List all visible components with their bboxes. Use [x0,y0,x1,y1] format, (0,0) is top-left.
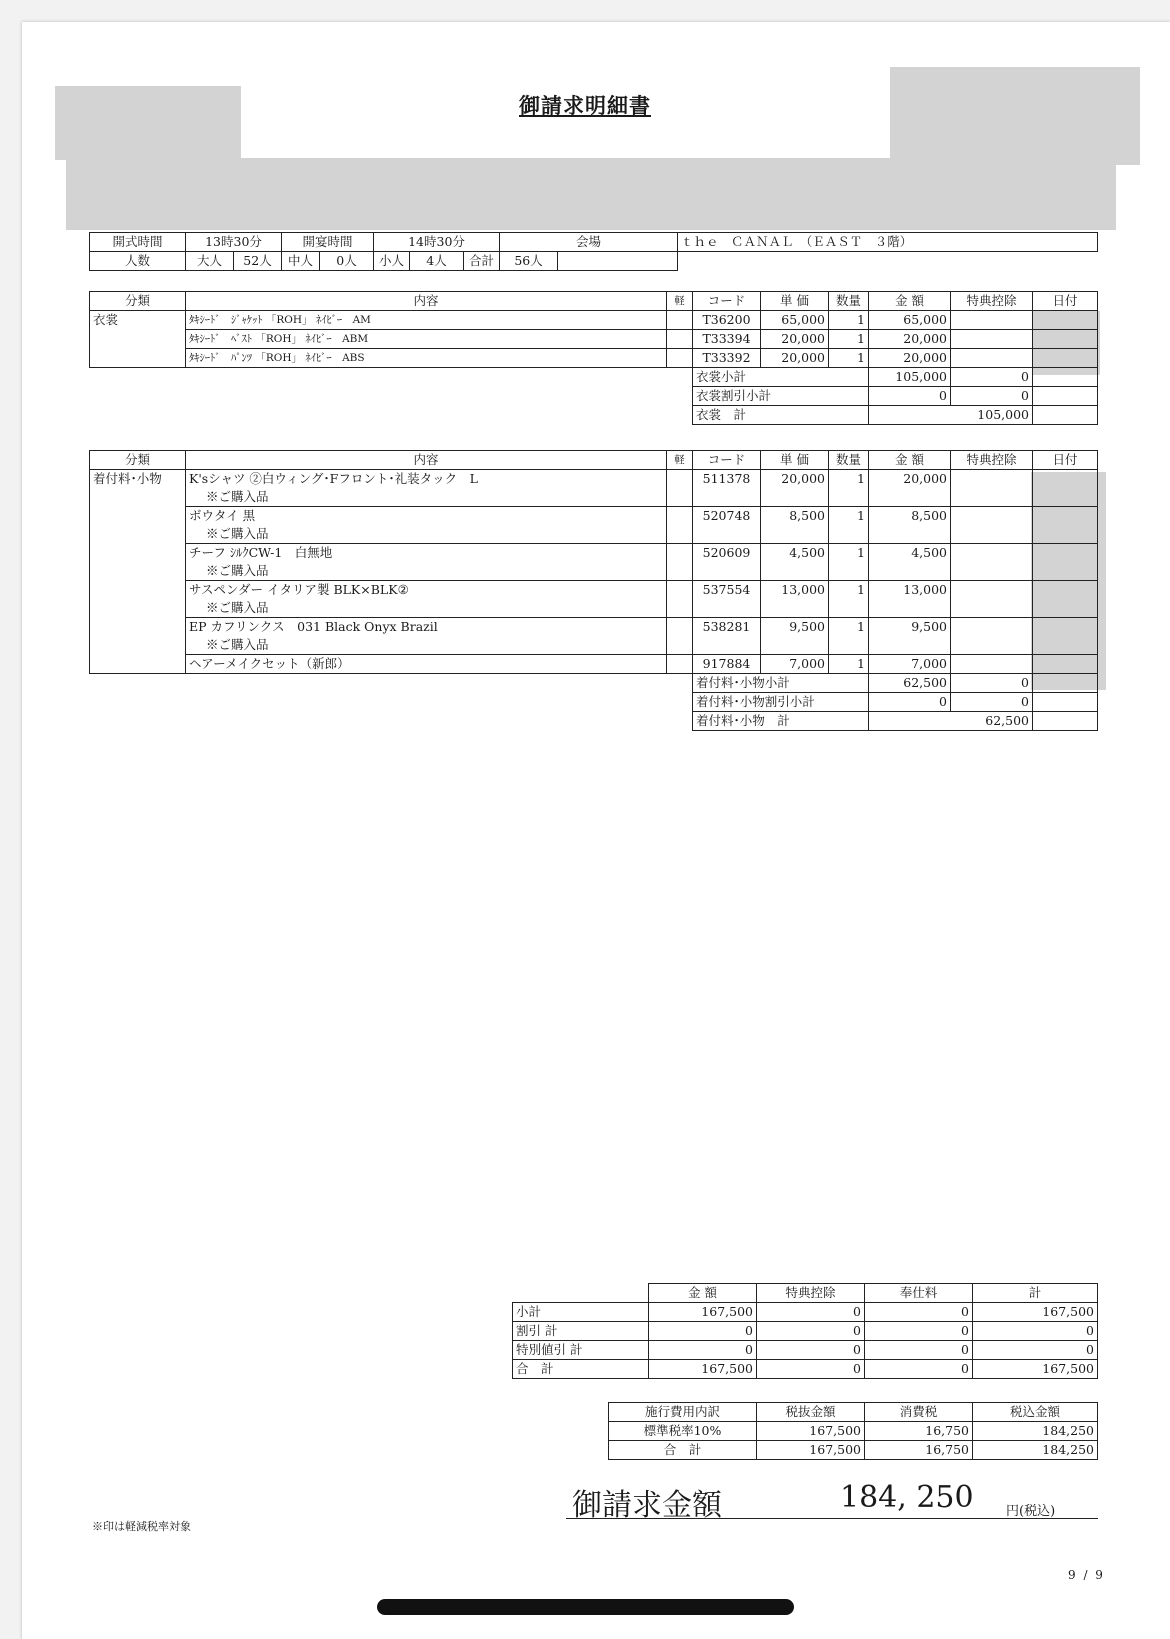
page-number: 9 / 9 [1068,1568,1105,1582]
table-row [90,655,1098,674]
item-amount: 20,000 [869,330,951,349]
item-qty: 1 [829,544,869,563]
banquet-time-label: 開宴時間 [282,233,374,252]
costume-total: 105,000 [869,406,1033,425]
reduced-tax-note: ※印は軽減税率対象 [92,1520,191,1533]
summary-header-total: 計 [973,1284,1098,1303]
header-code: コード [693,292,761,311]
summary-cell: 167,500 [649,1303,757,1322]
costume-subtotal-deduction: 0 [951,368,1033,387]
item-amount: 20,000 [869,470,951,489]
child-label: 小人 [374,252,410,271]
purchase-note: ※ご購入品 [186,488,667,507]
grand-total-amount: 184, 250 [840,1480,974,1515]
table-row [90,507,1098,526]
summary-table [512,1283,1098,1379]
table-row [513,1360,1098,1379]
middle-count: 0人 [320,252,374,271]
table-row [609,1441,1098,1460]
item-content: ヘアーメイクセット（新郎） [186,655,667,674]
table-row [90,544,1098,563]
tax-header-tax: 消費税 [865,1403,973,1422]
item-price: 13,000 [761,581,829,600]
item-price: 20,000 [761,470,829,489]
header-date: 日付 [1033,292,1098,311]
summary-cell: 0 [865,1341,973,1360]
item-price: 65,000 [761,311,829,330]
item-content: チーフ ｼﾙｸCW-1 白無地 [186,544,667,563]
item-price: 20,000 [761,330,829,349]
summary-cell: 0 [865,1322,973,1341]
table-row [609,1422,1098,1441]
venue-label: 会場 [500,233,678,252]
header-light: 軽 [667,292,693,311]
tax-header-breakdown: 施行費用内訳 [609,1403,757,1422]
accessories-discount: 0 [869,693,951,712]
redaction-block-wide [66,158,1116,230]
header-unit-price: 単 価 [761,292,829,311]
summary-cell: 167,500 [649,1360,757,1379]
item-content: サスペンダー イタリア製 BLK×BLK② [186,581,667,600]
item-content: EP カフリンクス 031 Black Onyx Brazil [186,618,667,637]
item-qty: 1 [829,507,869,526]
item-code: 520609 [693,544,761,563]
accessories-subtotal: 62,500 [869,674,951,693]
event-info-table [89,232,1098,271]
banquet-time: 14時30分 [374,233,500,252]
summary-header-deduction: 特典控除 [757,1284,865,1303]
tax-cell: 167,500 [757,1422,865,1441]
ceremony-time-label: 開式時間 [90,233,186,252]
header-qty: 数量 [829,292,869,311]
tax-header-pretax: 税抜金額 [757,1403,865,1422]
header-content: 内容 [186,451,667,470]
tax-row-label: 合 計 [609,1441,757,1460]
tax-cell: 184,250 [973,1441,1098,1460]
item-amount: 7,000 [869,655,951,674]
header-deduction: 特典控除 [951,451,1033,470]
child-count: 4人 [410,252,464,271]
header-light: 軽 [667,451,693,470]
summary-cell: 0 [973,1322,1098,1341]
page-title: 御請求明細書 [519,93,651,118]
item-price: 8,500 [761,507,829,526]
purchase-note: ※ご購入品 [186,636,667,655]
item-content: ﾀｷｼｰﾄﾞ ﾍﾞｽﾄ 「ROH」 ﾈｲﾋﾞｰ ABM [186,330,667,349]
summary-header-service: 奉仕料 [865,1284,973,1303]
table-row [513,1322,1098,1341]
item-qty: 1 [829,311,869,330]
costume-discount-label: 衣裳割引小計 [693,387,869,406]
tax-cell: 184,250 [973,1422,1098,1441]
grand-total [566,1480,1098,1523]
item-content: K'sシャツ ②白ウィング･Fフロント･礼装タック L [186,470,667,489]
tax-cell: 167,500 [757,1441,865,1460]
item-code: 537554 [693,581,761,600]
item-price: 4,500 [761,544,829,563]
accessories-total-label: 着付料･小物 計 [693,712,869,731]
costume-subtotal-label: 衣裳小計 [693,368,869,387]
summary-cell: 0 [973,1341,1098,1360]
summary-row-label: 割引 計 [513,1322,649,1341]
header-content: 内容 [186,292,667,311]
summary-header-amount: 金 額 [649,1284,757,1303]
grand-total-label: 御請求金額 [572,1488,722,1523]
category-costume: 衣裳 [90,311,186,330]
total-count-label: 合計 [464,252,500,271]
item-content: ボウタイ 黒 [186,507,667,526]
header-amount: 金 額 [869,451,951,470]
item-qty: 1 [829,655,869,674]
summary-cell: 167,500 [973,1303,1098,1322]
item-qty: 1 [829,330,869,349]
ceremony-time: 13時30分 [186,233,282,252]
table-row [90,470,1098,489]
summary-row-label: 特別値引 計 [513,1341,649,1360]
item-qty: 1 [829,349,869,368]
accessories-table [89,450,1098,731]
header-date: 日付 [1033,451,1098,470]
header-amount: 金 額 [869,292,951,311]
item-code: 538281 [693,618,761,637]
item-qty: 1 [829,618,869,637]
tax-cell: 16,750 [865,1441,973,1460]
item-amount: 4,500 [869,544,951,563]
summary-cell: 0 [757,1360,865,1379]
item-amount: 20,000 [869,349,951,368]
table-row [513,1341,1098,1360]
summary-cell: 0 [757,1322,865,1341]
item-content: ﾀｷｼｰﾄﾞ ｼﾞｬｹｯﾄ 「ROH」 ﾈｲﾋﾞｰ AM [186,311,667,330]
purchase-note: ※ご購入品 [186,525,667,544]
item-amount: 13,000 [869,581,951,600]
total-count: 56人 [500,252,558,271]
table-row [90,618,1098,637]
table-row [90,330,1098,349]
accessories-subtotal-deduction: 0 [951,674,1033,693]
adult-count: 52人 [234,252,282,271]
item-amount: 8,500 [869,507,951,526]
costume-discount-deduction: 0 [951,387,1033,406]
tax-header-taxincl: 税込金額 [973,1403,1098,1422]
header-unit-price: 単 価 [761,451,829,470]
tax-breakdown-table [608,1402,1098,1460]
table-row [90,311,1098,330]
accessories-subtotal-label: 着付料･小物小計 [693,674,869,693]
item-amount: 9,500 [869,618,951,637]
purchase-note: ※ご購入品 [186,562,667,581]
header-category: 分類 [90,292,186,311]
summary-cell: 167,500 [973,1360,1098,1379]
header-deduction: 特典控除 [951,292,1033,311]
category-accessories: 着付料･小物 [90,470,186,489]
header-category: 分類 [90,451,186,470]
accessories-total: 62,500 [869,712,1033,731]
item-content: ﾀｷｼｰﾄﾞ ﾊﾟﾝﾂ 「ROH」 ﾈｲﾋﾞｰ ABS [186,349,667,368]
costume-total-label: 衣裳 計 [693,406,869,425]
item-code: T33394 [693,330,761,349]
item-qty: 1 [829,581,869,600]
summary-cell: 0 [757,1303,865,1322]
table-row [513,1303,1098,1322]
tax-row-label: 標準税率10% [609,1422,757,1441]
item-code: T33392 [693,349,761,368]
summary-cell: 0 [649,1322,757,1341]
accessories-discount-deduction: 0 [951,693,1033,712]
item-qty: 1 [829,470,869,489]
item-price: 9,500 [761,618,829,637]
middle-label: 中人 [282,252,320,271]
item-price: 7,000 [761,655,829,674]
item-code: 917884 [693,655,761,674]
summary-cell: 0 [865,1360,973,1379]
adult-label: 大人 [186,252,234,271]
header-qty: 数量 [829,451,869,470]
header-code: コード [693,451,761,470]
costume-table [89,291,1098,425]
accessories-discount-label: 着付料･小物割引小計 [693,693,869,712]
home-indicator[interactable] [377,1599,794,1615]
summary-cell: 0 [649,1341,757,1360]
summary-cell: 0 [757,1341,865,1360]
costume-discount: 0 [869,387,951,406]
item-code: 520748 [693,507,761,526]
item-code: T36200 [693,311,761,330]
table-row [90,581,1098,600]
table-row [90,349,1098,368]
summary-cell: 0 [865,1303,973,1322]
purchase-note: ※ご購入品 [186,599,667,618]
item-code: 511378 [693,470,761,489]
item-amount: 65,000 [869,311,951,330]
grand-total-unit: 円(税込) [1006,1504,1056,1519]
summary-row-label: 合 計 [513,1360,649,1379]
costume-subtotal: 105,000 [869,368,951,387]
venue-name: ｔｈｅ ＣＡＮＡＬ （ＥＡＳＴ ３階） [678,233,1098,252]
tax-cell: 16,750 [865,1422,973,1441]
item-price: 20,000 [761,349,829,368]
headcount-label: 人数 [90,252,186,271]
summary-row-label: 小計 [513,1303,649,1322]
